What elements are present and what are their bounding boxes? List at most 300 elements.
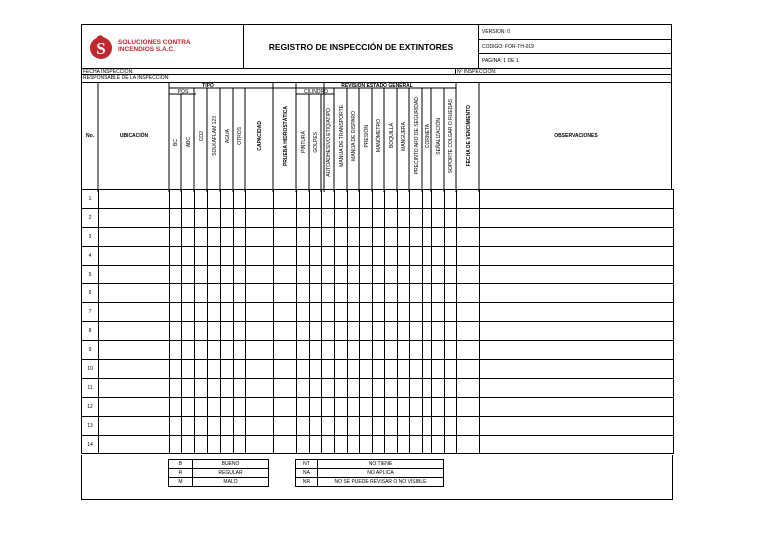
table-cell[interactable] (457, 341, 480, 360)
table-cell[interactable] (322, 208, 335, 227)
table-cell[interactable] (170, 416, 182, 435)
table-cell[interactable] (99, 416, 170, 435)
table-cell[interactable] (208, 397, 221, 416)
table-cell[interactable] (208, 341, 221, 360)
table-cell[interactable] (322, 416, 335, 435)
table-cell[interactable] (432, 378, 445, 397)
table-cell[interactable] (234, 265, 246, 284)
table-cell[interactable] (182, 360, 195, 379)
table-cell[interactable] (221, 227, 234, 246)
table-cell[interactable] (348, 208, 360, 227)
table-cell[interactable] (297, 378, 310, 397)
table-cell[interactable] (297, 435, 310, 454)
table-cell[interactable] (274, 435, 297, 454)
table-cell[interactable] (457, 246, 480, 265)
table-cell[interactable] (246, 435, 274, 454)
table-cell[interactable] (221, 303, 234, 322)
table-cell[interactable] (182, 303, 195, 322)
table-cell[interactable] (335, 246, 348, 265)
table-cell[interactable] (373, 341, 385, 360)
table-cell[interactable] (410, 322, 423, 341)
table-cell[interactable] (221, 416, 234, 435)
table-cell[interactable] (246, 416, 274, 435)
table-cell[interactable] (398, 435, 410, 454)
table-cell[interactable] (445, 227, 457, 246)
table-cell[interactable] (195, 208, 208, 227)
table-cell[interactable] (445, 416, 457, 435)
table-cell[interactable] (297, 303, 310, 322)
table-cell[interactable] (373, 303, 385, 322)
table-cell[interactable] (182, 416, 195, 435)
table-cell[interactable] (246, 360, 274, 379)
table-cell[interactable] (445, 378, 457, 397)
table-cell[interactable] (398, 265, 410, 284)
table-cell[interactable] (423, 378, 432, 397)
table-cell[interactable] (385, 227, 398, 246)
table-cell[interactable] (348, 322, 360, 341)
table-cell[interactable] (208, 435, 221, 454)
table-cell[interactable] (457, 190, 480, 209)
table-cell[interactable] (195, 341, 208, 360)
table-cell[interactable] (246, 378, 274, 397)
table-cell[interactable] (208, 360, 221, 379)
table-cell[interactable] (410, 265, 423, 284)
table-cell[interactable] (208, 416, 221, 435)
table-cell[interactable] (423, 341, 432, 360)
table-cell[interactable] (322, 265, 335, 284)
table-cell[interactable] (234, 435, 246, 454)
table-cell[interactable] (274, 360, 297, 379)
table-cell[interactable] (335, 265, 348, 284)
table-cell[interactable] (99, 435, 170, 454)
table-cell[interactable] (322, 303, 335, 322)
table-cell[interactable] (195, 378, 208, 397)
table-cell[interactable] (297, 416, 310, 435)
table-cell[interactable] (432, 303, 445, 322)
table-cell[interactable] (99, 378, 170, 397)
table-cell[interactable] (457, 397, 480, 416)
table-cell[interactable] (432, 397, 445, 416)
table-cell[interactable] (360, 397, 373, 416)
table-cell[interactable] (445, 435, 457, 454)
table-cell[interactable] (360, 284, 373, 303)
table-cell[interactable] (423, 435, 432, 454)
table-cell[interactable] (195, 265, 208, 284)
table-cell[interactable] (297, 284, 310, 303)
table-cell[interactable] (445, 190, 457, 209)
table-cell[interactable] (322, 190, 335, 209)
table-cell[interactable] (457, 378, 480, 397)
table-cell[interactable] (385, 322, 398, 341)
table-cell[interactable] (170, 190, 182, 209)
table-cell[interactable] (445, 341, 457, 360)
table-cell[interactable] (297, 208, 310, 227)
table-cell[interactable] (246, 265, 274, 284)
table-cell[interactable] (398, 397, 410, 416)
table-cell[interactable] (335, 360, 348, 379)
table-cell[interactable] (170, 341, 182, 360)
table-cell[interactable] (432, 284, 445, 303)
table-cell[interactable] (310, 190, 322, 209)
table-cell[interactable] (310, 397, 322, 416)
table-cell[interactable] (457, 208, 480, 227)
table-cell[interactable] (398, 246, 410, 265)
table-cell[interactable] (182, 265, 195, 284)
table-cell[interactable] (410, 227, 423, 246)
table-cell[interactable] (348, 227, 360, 246)
table-cell[interactable] (310, 435, 322, 454)
table-cell[interactable] (195, 360, 208, 379)
table-cell[interactable] (398, 303, 410, 322)
table-cell[interactable] (182, 435, 195, 454)
table-cell[interactable] (221, 322, 234, 341)
table-cell[interactable] (480, 265, 674, 284)
table-cell[interactable] (310, 416, 322, 435)
table-cell[interactable] (432, 265, 445, 284)
table-cell[interactable] (99, 190, 170, 209)
table-cell[interactable] (322, 435, 335, 454)
table-cell[interactable] (385, 190, 398, 209)
table-cell[interactable] (335, 416, 348, 435)
table-cell[interactable] (480, 227, 674, 246)
table-cell[interactable] (423, 208, 432, 227)
table-cell[interactable] (348, 341, 360, 360)
table-cell[interactable] (208, 378, 221, 397)
table-cell[interactable] (182, 246, 195, 265)
table-cell[interactable] (432, 208, 445, 227)
table-cell[interactable] (423, 303, 432, 322)
table-cell[interactable] (480, 435, 674, 454)
table-cell[interactable] (373, 227, 385, 246)
table-cell[interactable] (234, 341, 246, 360)
table-cell[interactable] (322, 227, 335, 246)
table-cell[interactable] (246, 246, 274, 265)
table-cell[interactable] (348, 360, 360, 379)
table-cell[interactable] (234, 284, 246, 303)
table-cell[interactable] (335, 227, 348, 246)
table-cell[interactable] (410, 303, 423, 322)
table-cell[interactable] (221, 246, 234, 265)
table-cell[interactable] (335, 284, 348, 303)
table-cell[interactable] (99, 303, 170, 322)
table-cell[interactable] (335, 341, 348, 360)
table-cell[interactable] (410, 397, 423, 416)
table-cell[interactable] (99, 208, 170, 227)
table-cell[interactable] (457, 303, 480, 322)
table-cell[interactable] (398, 322, 410, 341)
table-cell[interactable] (410, 378, 423, 397)
table-cell[interactable] (297, 265, 310, 284)
table-cell[interactable] (480, 284, 674, 303)
table-cell[interactable] (480, 397, 674, 416)
table-cell[interactable] (274, 378, 297, 397)
table-cell[interactable] (385, 303, 398, 322)
table-cell[interactable] (398, 227, 410, 246)
table-cell[interactable] (385, 341, 398, 360)
table-cell[interactable] (432, 246, 445, 265)
table-cell[interactable] (360, 322, 373, 341)
table-cell[interactable] (322, 284, 335, 303)
table-cell[interactable] (170, 322, 182, 341)
table-cell[interactable] (221, 265, 234, 284)
table-cell[interactable] (335, 208, 348, 227)
table-cell[interactable] (457, 360, 480, 379)
table-cell[interactable] (274, 341, 297, 360)
table-cell[interactable] (195, 303, 208, 322)
table-cell[interactable] (208, 322, 221, 341)
table-cell[interactable] (170, 397, 182, 416)
table-cell[interactable] (360, 208, 373, 227)
table-cell[interactable] (297, 360, 310, 379)
table-cell[interactable] (335, 303, 348, 322)
table-cell[interactable] (457, 416, 480, 435)
table-cell[interactable] (385, 208, 398, 227)
table-cell[interactable] (480, 208, 674, 227)
table-cell[interactable] (373, 190, 385, 209)
table-cell[interactable] (234, 378, 246, 397)
table-cell[interactable] (234, 303, 246, 322)
table-cell[interactable] (360, 303, 373, 322)
table-cell[interactable] (480, 360, 674, 379)
table-cell[interactable] (373, 208, 385, 227)
table-cell[interactable] (322, 360, 335, 379)
table-cell[interactable] (432, 190, 445, 209)
table-cell[interactable] (432, 360, 445, 379)
table-cell[interactable] (480, 378, 674, 397)
table-cell[interactable] (208, 303, 221, 322)
table-cell[interactable] (310, 322, 322, 341)
table-cell[interactable] (480, 303, 674, 322)
table-cell[interactable] (410, 360, 423, 379)
table-cell[interactable] (410, 435, 423, 454)
table-cell[interactable] (322, 322, 335, 341)
table-cell[interactable] (221, 435, 234, 454)
table-cell[interactable] (234, 190, 246, 209)
table-cell[interactable] (480, 416, 674, 435)
table-cell[interactable] (348, 416, 360, 435)
table-cell[interactable] (348, 284, 360, 303)
table-cell[interactable] (398, 190, 410, 209)
table-cell[interactable] (410, 416, 423, 435)
table-cell[interactable] (99, 322, 170, 341)
table-cell[interactable] (385, 265, 398, 284)
table-cell[interactable] (310, 284, 322, 303)
table-cell[interactable] (221, 378, 234, 397)
table-cell[interactable] (208, 265, 221, 284)
table-cell[interactable] (423, 416, 432, 435)
table-cell[interactable] (423, 246, 432, 265)
table-cell[interactable] (221, 360, 234, 379)
table-cell[interactable] (398, 378, 410, 397)
table-cell[interactable] (410, 246, 423, 265)
table-cell[interactable] (335, 397, 348, 416)
table-cell[interactable] (423, 284, 432, 303)
table-cell[interactable] (457, 322, 480, 341)
table-cell[interactable] (432, 416, 445, 435)
table-cell[interactable] (246, 190, 274, 209)
table-cell[interactable] (410, 284, 423, 303)
table-cell[interactable] (385, 284, 398, 303)
table-cell[interactable] (360, 416, 373, 435)
table-cell[interactable] (398, 341, 410, 360)
table-cell[interactable] (234, 397, 246, 416)
table-cell[interactable] (182, 190, 195, 209)
table-cell[interactable] (221, 208, 234, 227)
table-cell[interactable] (246, 303, 274, 322)
table-cell[interactable] (322, 341, 335, 360)
table-cell[interactable] (398, 208, 410, 227)
table-cell[interactable] (360, 190, 373, 209)
table-cell[interactable] (99, 360, 170, 379)
table-cell[interactable] (348, 397, 360, 416)
table-cell[interactable] (373, 378, 385, 397)
table-cell[interactable] (457, 227, 480, 246)
table-cell[interactable] (445, 360, 457, 379)
table-cell[interactable] (99, 284, 170, 303)
table-cell[interactable] (360, 265, 373, 284)
table-cell[interactable] (246, 322, 274, 341)
table-cell[interactable] (99, 265, 170, 284)
table-cell[interactable] (360, 341, 373, 360)
table-cell[interactable] (457, 265, 480, 284)
table-cell[interactable] (423, 322, 432, 341)
table-cell[interactable] (373, 265, 385, 284)
table-cell[interactable] (195, 190, 208, 209)
table-cell[interactable] (310, 303, 322, 322)
table-cell[interactable] (274, 265, 297, 284)
table-cell[interactable] (208, 208, 221, 227)
table-cell[interactable] (182, 208, 195, 227)
table-cell[interactable] (348, 303, 360, 322)
table-cell[interactable] (335, 378, 348, 397)
table-cell[interactable] (310, 246, 322, 265)
table-cell[interactable] (170, 284, 182, 303)
table-cell[interactable] (457, 284, 480, 303)
table-cell[interactable] (432, 341, 445, 360)
table-cell[interactable] (274, 303, 297, 322)
table-cell[interactable] (310, 360, 322, 379)
table-cell[interactable] (297, 322, 310, 341)
table-cell[interactable] (246, 284, 274, 303)
table-cell[interactable] (208, 284, 221, 303)
table-cell[interactable] (297, 246, 310, 265)
table-cell[interactable] (348, 265, 360, 284)
table-cell[interactable] (310, 227, 322, 246)
table-cell[interactable] (373, 284, 385, 303)
table-cell[interactable] (398, 284, 410, 303)
table-cell[interactable] (234, 208, 246, 227)
table-cell[interactable] (360, 378, 373, 397)
table-cell[interactable] (373, 397, 385, 416)
table-cell[interactable] (297, 227, 310, 246)
table-cell[interactable] (221, 341, 234, 360)
table-cell[interactable] (445, 265, 457, 284)
table-cell[interactable] (246, 397, 274, 416)
table-cell[interactable] (182, 322, 195, 341)
table-cell[interactable] (310, 378, 322, 397)
table-cell[interactable] (170, 303, 182, 322)
table-cell[interactable] (182, 341, 195, 360)
table-cell[interactable] (335, 322, 348, 341)
table-cell[interactable] (322, 397, 335, 416)
table-cell[interactable] (360, 227, 373, 246)
table-cell[interactable] (221, 190, 234, 209)
table-cell[interactable] (335, 435, 348, 454)
table-cell[interactable] (221, 397, 234, 416)
table-cell[interactable] (322, 378, 335, 397)
table-cell[interactable] (310, 341, 322, 360)
table-cell[interactable] (170, 246, 182, 265)
table-cell[interactable] (348, 246, 360, 265)
table-cell[interactable] (182, 397, 195, 416)
table-cell[interactable] (246, 208, 274, 227)
table-cell[interactable] (297, 341, 310, 360)
table-cell[interactable] (373, 416, 385, 435)
table-cell[interactable] (348, 378, 360, 397)
table-cell[interactable] (423, 397, 432, 416)
table-cell[interactable] (423, 265, 432, 284)
table-cell[interactable] (234, 416, 246, 435)
table-cell[interactable] (480, 322, 674, 341)
table-cell[interactable] (360, 435, 373, 454)
table-cell[interactable] (274, 416, 297, 435)
table-cell[interactable] (195, 227, 208, 246)
table-cell[interactable] (480, 190, 674, 209)
table-cell[interactable] (385, 416, 398, 435)
table-cell[interactable] (410, 190, 423, 209)
table-cell[interactable] (385, 246, 398, 265)
table-cell[interactable] (195, 246, 208, 265)
table-cell[interactable] (423, 227, 432, 246)
table-cell[interactable] (195, 416, 208, 435)
table-cell[interactable] (348, 190, 360, 209)
table-cell[interactable] (182, 284, 195, 303)
table-cell[interactable] (274, 397, 297, 416)
table-cell[interactable] (457, 435, 480, 454)
table-cell[interactable] (195, 435, 208, 454)
table-cell[interactable] (274, 246, 297, 265)
table-cell[interactable] (274, 190, 297, 209)
table-cell[interactable] (170, 378, 182, 397)
table-cell[interactable] (445, 246, 457, 265)
table-cell[interactable] (373, 360, 385, 379)
table-cell[interactable] (398, 360, 410, 379)
table-cell[interactable] (195, 322, 208, 341)
table-cell[interactable] (274, 322, 297, 341)
table-cell[interactable] (385, 435, 398, 454)
table-cell[interactable] (274, 284, 297, 303)
table-cell[interactable] (385, 360, 398, 379)
table-cell[interactable] (234, 360, 246, 379)
table-cell[interactable] (335, 190, 348, 209)
table-cell[interactable] (432, 227, 445, 246)
table-cell[interactable] (480, 341, 674, 360)
table-cell[interactable] (322, 246, 335, 265)
table-cell[interactable] (423, 190, 432, 209)
table-cell[interactable] (274, 208, 297, 227)
table-cell[interactable] (182, 227, 195, 246)
table-cell[interactable] (385, 378, 398, 397)
table-cell[interactable] (398, 416, 410, 435)
table-cell[interactable] (246, 341, 274, 360)
table-cell[interactable] (99, 341, 170, 360)
table-cell[interactable] (445, 208, 457, 227)
table-cell[interactable] (274, 227, 297, 246)
table-cell[interactable] (432, 322, 445, 341)
table-cell[interactable] (373, 435, 385, 454)
table-cell[interactable] (170, 435, 182, 454)
table-cell[interactable] (297, 190, 310, 209)
